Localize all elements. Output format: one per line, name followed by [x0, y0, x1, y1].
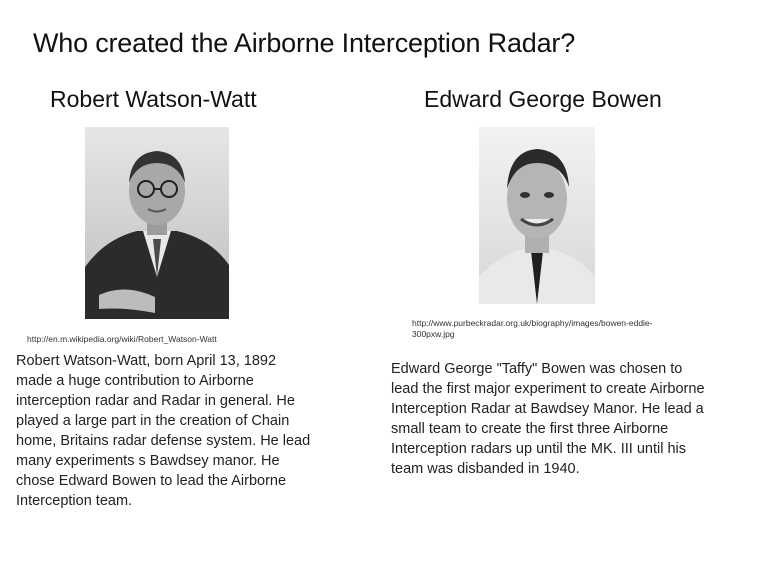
- person-name-watson-watt: Robert Watson-Watt: [50, 86, 257, 112]
- portrait-bowen-image: [479, 127, 595, 304]
- portrait-bowen: [479, 127, 595, 304]
- description-watson-watt: Robert Watson-Watt, born April 13, 1892 made a huge contribution to Airborne interception radar and Radar in general. He played a large part in the creation of Chain home, Britains radar defense system. He lead many experiments s Bawdsey manor. He chose Edward Bowen to lead the Airborne Interception team.: [16, 353, 311, 509]
- portrait-watson-watt: [85, 127, 229, 319]
- source-url-bowen: http://www.purbeckradar.org.uk/biography/images/bowen-eddie-300pxw.jpg: [412, 318, 653, 339]
- description-bowen: Edward George "Taffy" Bowen was chosen to lead the first major experiment to create Airborne Interception Radar at Bawdsey Manor. He lead a small team to create the first three Airborne Interception radars up until the MK. III until his team was disbanded in 1940.: [391, 361, 705, 477]
- portrait-watson-watt-image: [85, 127, 229, 319]
- source-url-watson-watt: http://en.m.wikipedia.org/wiki/Robert_Watson-Watt: [27, 334, 217, 344]
- person-name-bowen: Edward George Bowen: [424, 86, 662, 112]
- slide-title: Who created the Airborne Interception Radar?: [33, 28, 576, 58]
